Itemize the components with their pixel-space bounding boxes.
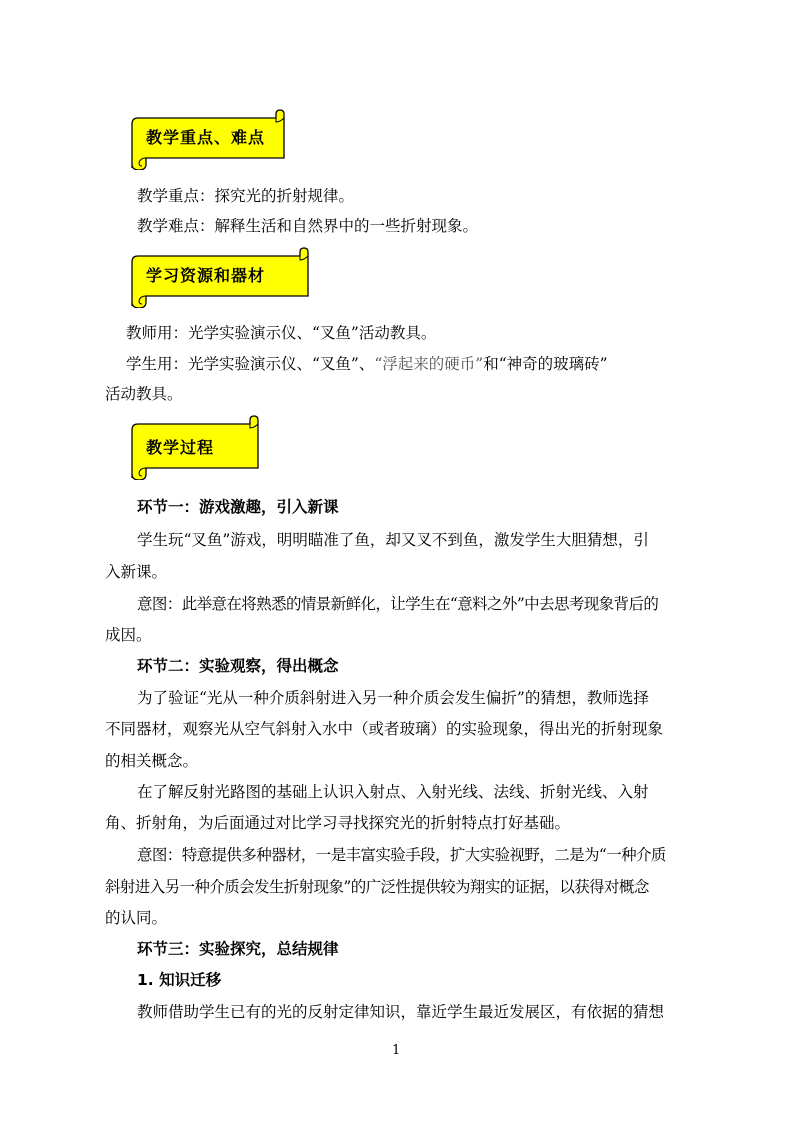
focus-line-2: 教学难点：解释生活和自然界中的一些折射现象。 — [137, 217, 479, 235]
step3-subheading: 1. 知识迁移 — [137, 971, 222, 989]
step1-heading: 环节一：游戏激趣，引入新课 — [137, 498, 339, 516]
step3-heading: 环节三：实验探究，总结规律 — [137, 940, 339, 958]
step2-p2b: 角、折射角，为后面通过对比学习寻找探究光的折射特点打好基础。 — [105, 814, 571, 832]
materials-teacher: 教师用：光学实验演示仪、“叉鱼”活动教具。 — [126, 324, 437, 342]
step1-p2a: 意图：此举意在将熟悉的情景新鲜化，让学生在“意料之外”中去思考现象背后的 — [137, 595, 659, 613]
materials-student-a: 学生用：光学实验演示仪、“叉鱼”、 — [126, 355, 375, 373]
step1-p1a: 学生玩“叉鱼”游戏，明明瞄准了鱼，却又叉不到鱼，激发学生大胆猜想，引 — [137, 531, 649, 549]
banner-title: 教学过程 — [146, 438, 215, 457]
materials-student-line — [126, 354, 608, 374]
step2-p3c: 的认同。 — [105, 909, 168, 927]
section-banner-process — [126, 414, 266, 466]
materials-student-c: 和“神奇的玻璃砖” — [483, 355, 608, 373]
step2-p1c: 的相关概念。 — [105, 752, 199, 770]
step2-p3a: 意图：特意提供多种器材，一是丰富实验手段，扩大实验视野，二是为“一种介质 — [137, 846, 666, 864]
step1-p2b: 成因。 — [105, 626, 152, 644]
step2-p1b: 不同器材，观察光从空气斜射入水中（或者玻璃）的实验现象，得出光的折射现象 — [105, 720, 664, 738]
step3-p1a: 教师借助学生已有的光的反射定律知识，靠近学生最近发展区，有依据的猜想 — [137, 1003, 665, 1021]
step2-p2a: 在了解反射光路图的基础上认识入射点、入射光线、法线、折射光线、入射 — [137, 783, 649, 801]
section-banner-materials — [126, 246, 316, 298]
step2-p1a: 为了验证“光从一种介质斜射进入另一种介质会发生偏折”的猜想，教师选择 — [137, 689, 649, 707]
section-banner-focus — [126, 108, 292, 160]
banner-title: 学习资源和器材 — [146, 266, 266, 285]
banner-title: 教学重点、难点 — [146, 128, 266, 147]
page-number: 1 — [392, 1043, 401, 1058]
materials-student-b: “浮起来的硬币” — [374, 355, 484, 373]
materials-student-d: 活动教具。 — [105, 385, 183, 403]
step2-p3b: 斜射进入另一种介质会发生折射现象”的广泛性提供较为翔实的证据，以获得对概念 — [105, 878, 649, 896]
focus-line-1: 教学重点：探究光的折射规律。 — [137, 187, 355, 205]
step2-heading: 环节二：实验观察，得出概念 — [137, 657, 339, 675]
step1-p1b: 入新课。 — [105, 563, 168, 581]
